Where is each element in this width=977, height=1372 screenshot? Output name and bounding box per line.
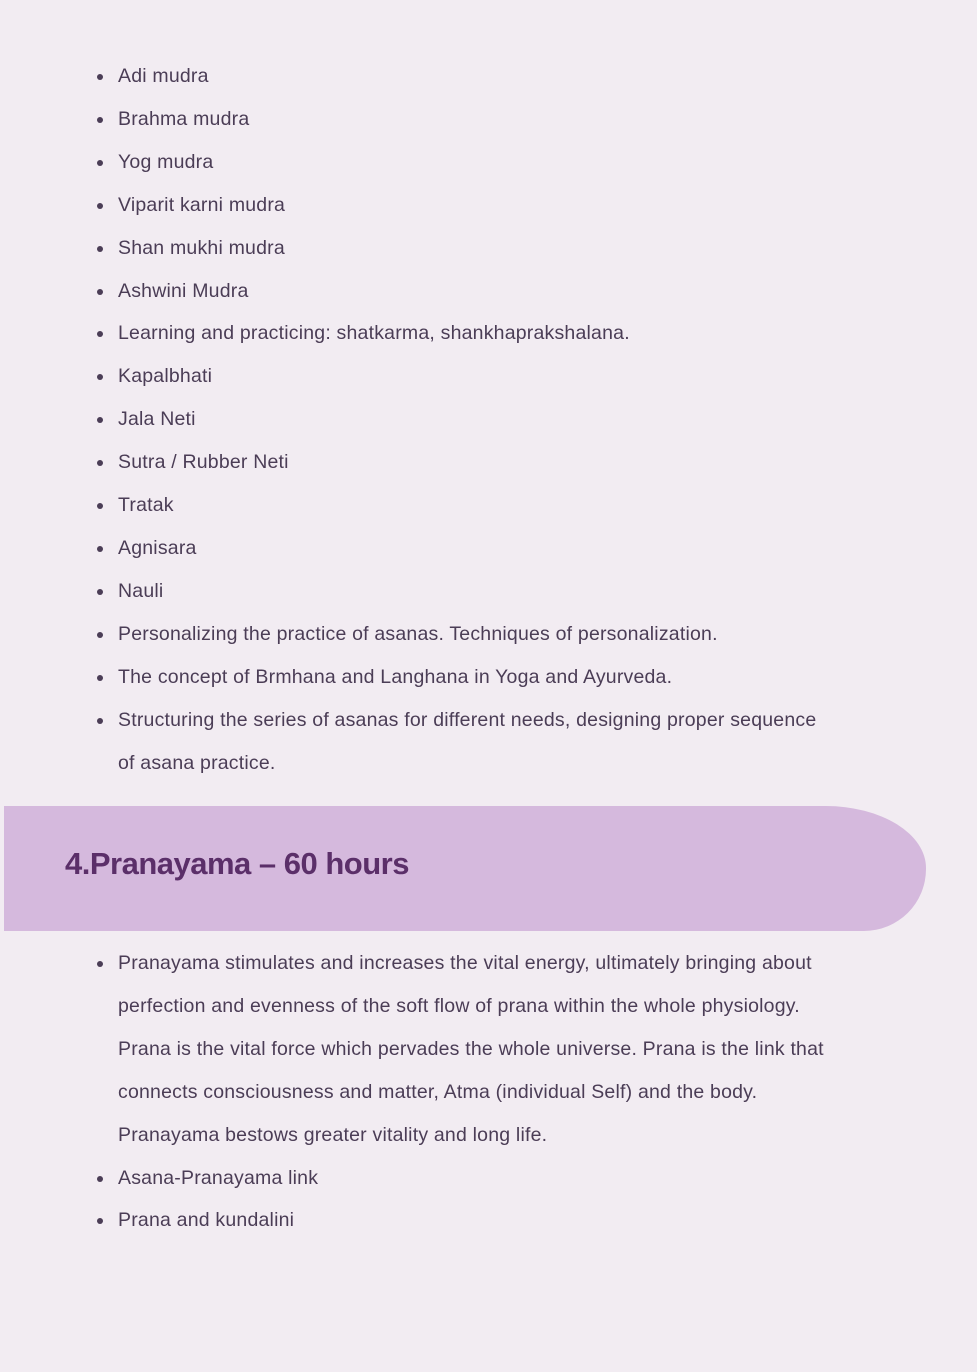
list-item: Yog mudra [96, 141, 896, 184]
section-banner [4, 806, 926, 931]
list-item: Ashwini Mudra [96, 270, 896, 313]
list-item: Jala Neti [96, 398, 896, 441]
list-item: Nauli [96, 570, 896, 613]
list-item: Prana and kundalini [96, 1199, 896, 1242]
list-item: The concept of Brmhana and Langhana in Yoga and Ayurveda. [96, 656, 896, 699]
list-item: Agnisara [96, 527, 896, 570]
list-item: Asana-Pranayama link [96, 1157, 896, 1200]
list-item: Pranayama stimulates and increases the vital energy, ultimately bringing about perfection and evenness of the soft flow of prana within the whole physiology. Prana is the vital force which pervades the whole universe. Prana is the link that connects consciousness and matter, Atma (individual Self) and the body. Pranayama bestows greater vitality and long life. [96, 942, 858, 1157]
list-item: Adi mudra [96, 55, 896, 98]
list-item: Structuring the series of asanas for different needs, designing proper sequence of asana practice. [96, 699, 818, 785]
list-item: Kapalbhati [96, 355, 896, 398]
list-item: Personalizing the practice of asanas. Techniques of personalization. [96, 613, 896, 656]
list-item: Shan mukhi mudra [96, 227, 896, 270]
list-item: Tratak [96, 484, 896, 527]
pranayama-list [96, 942, 896, 1242]
list-item: Viparit karni mudra [96, 184, 896, 227]
section-title: 4.Pranayama – 60 hours [65, 846, 409, 881]
list-item: Learning and practicing: shatkarma, shankhaprakshalana. [96, 312, 896, 355]
list-item: Brahma mudra [96, 98, 896, 141]
mudra-shatkarma-list [96, 55, 896, 784]
list-item: Sutra / Rubber Neti [96, 441, 896, 484]
